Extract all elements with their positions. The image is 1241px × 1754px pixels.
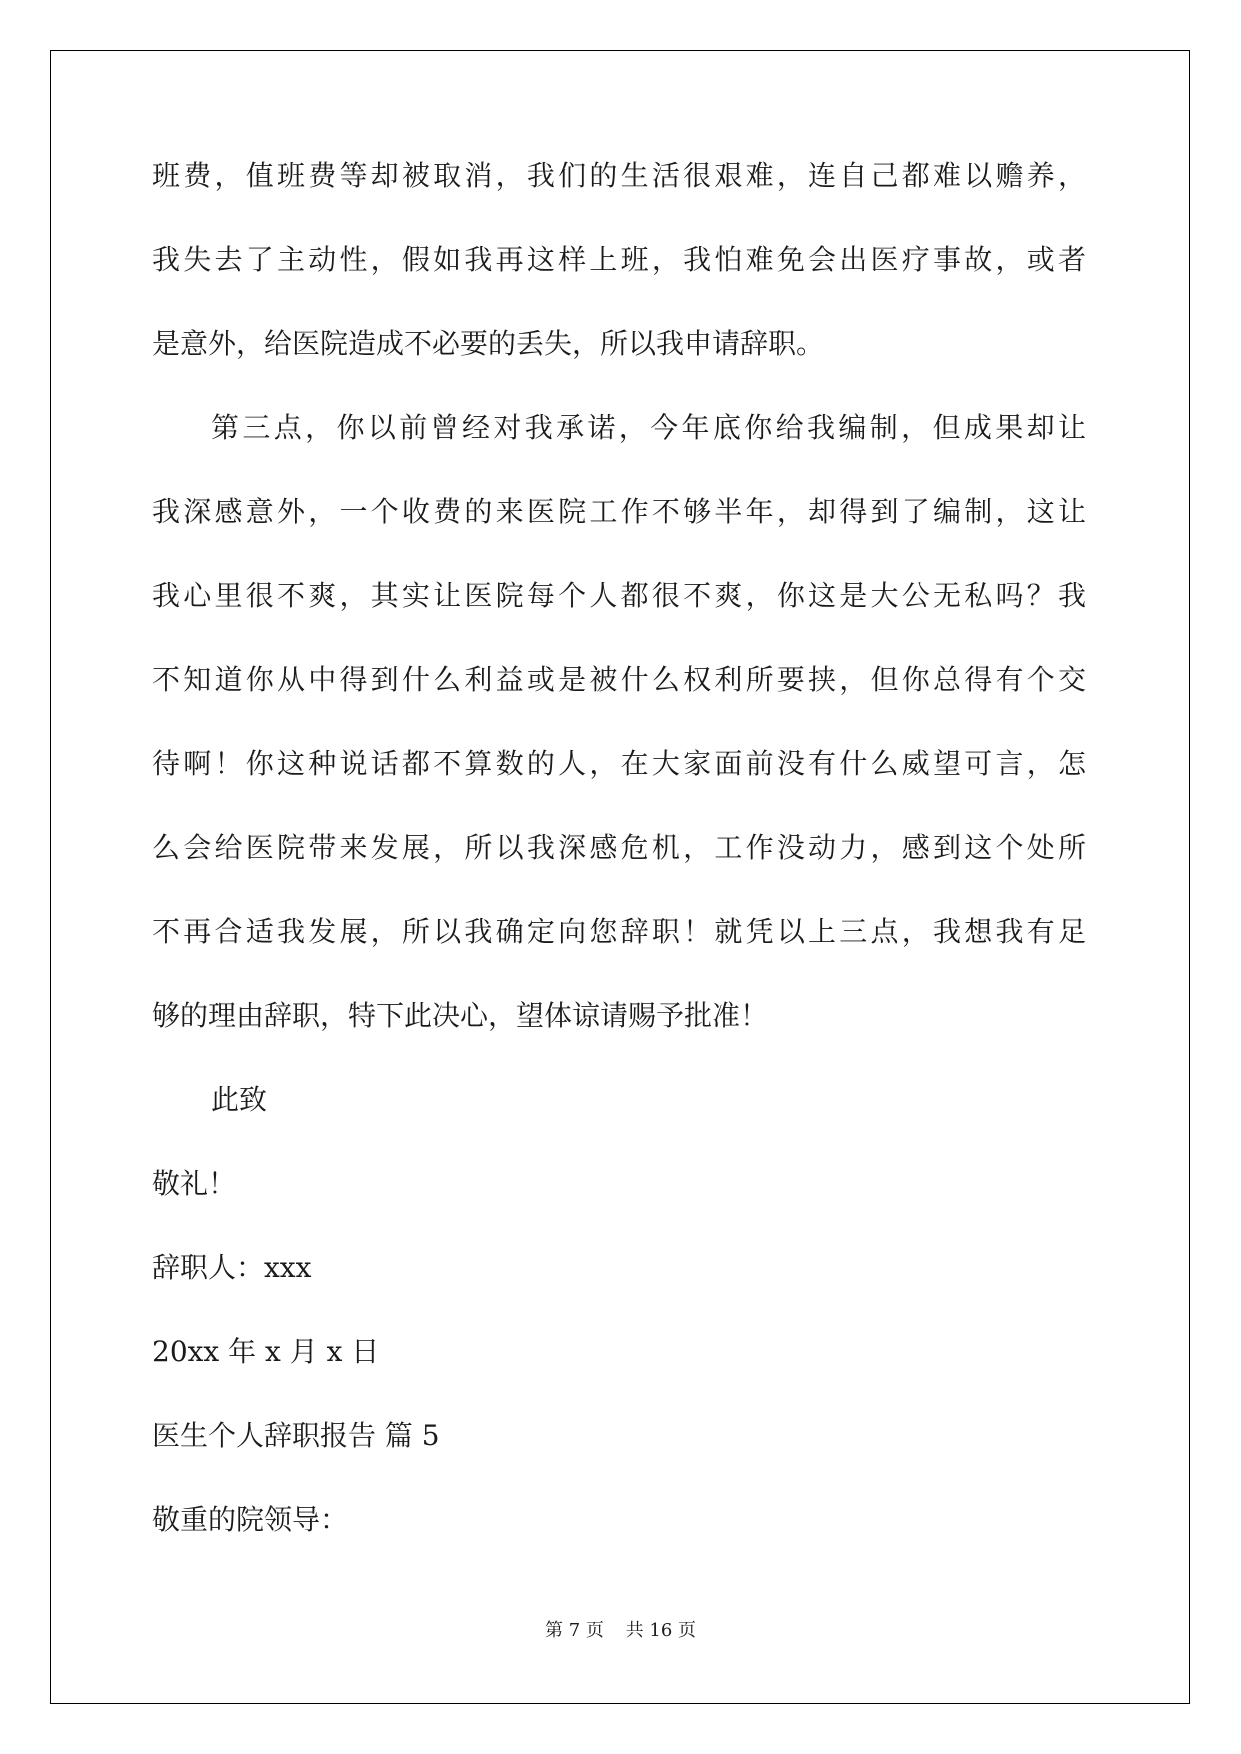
closing-line: 敬礼！ [152, 1167, 237, 1200]
body-line: 我深感意外，一个收费的来医院工作不够半年，却得到了编制，这让 [152, 495, 1086, 528]
page-number: 第 7 页 [545, 1620, 604, 1641]
body-line: 是意外，给医院造成不必要的丢失，所以我申请辞职。 [152, 327, 825, 360]
page-frame [50, 50, 1190, 1704]
body-line: 够的理由辞职，特下此决心，望体谅请赐予批准！ [152, 999, 769, 1032]
paragraph-start-line: 第三点，你以前曾经对我承诺，今年底你给我编制，但成果却让 [211, 411, 1086, 444]
body-line: 么会给医院带来发展，所以我深感危机，工作没动力，感到这个处所 [152, 831, 1086, 864]
body-line: 不知道你从中得到什么利益或是被什么权利所要挟，但你总得有个交 [152, 663, 1086, 696]
signature-line: 辞职人：xxx [152, 1251, 312, 1284]
section-heading: 医生个人辞职报告 篇 5 [152, 1419, 440, 1452]
body-line: 待啊！你这种说话都不算数的人，在大家面前没有什么威望可言，怎 [152, 747, 1086, 780]
page-total: 共 16 页 [625, 1620, 696, 1641]
page-footer [0, 1622, 1241, 1640]
body-line: 我失去了主动性，假如我再这样上班，我怕难免会出医疗事故，或者 [152, 243, 1086, 276]
body-line: 我心里很不爽，其实让医院每个人都很不爽，你这是大公无私吗？我 [152, 579, 1086, 612]
salutation-line: 此致 [211, 1083, 268, 1116]
body-line: 班费，值班费等却被取消，我们的生活很艰难，连自己都难以赡养， [152, 159, 1086, 192]
body-line: 不再合适我发展，所以我确定向您辞职！就凭以上三点，我想我有足 [152, 915, 1086, 948]
greeting-line: 敬重的院领导： [152, 1503, 349, 1536]
date-line: 20xx 年 x 月 x 日 [152, 1335, 380, 1368]
